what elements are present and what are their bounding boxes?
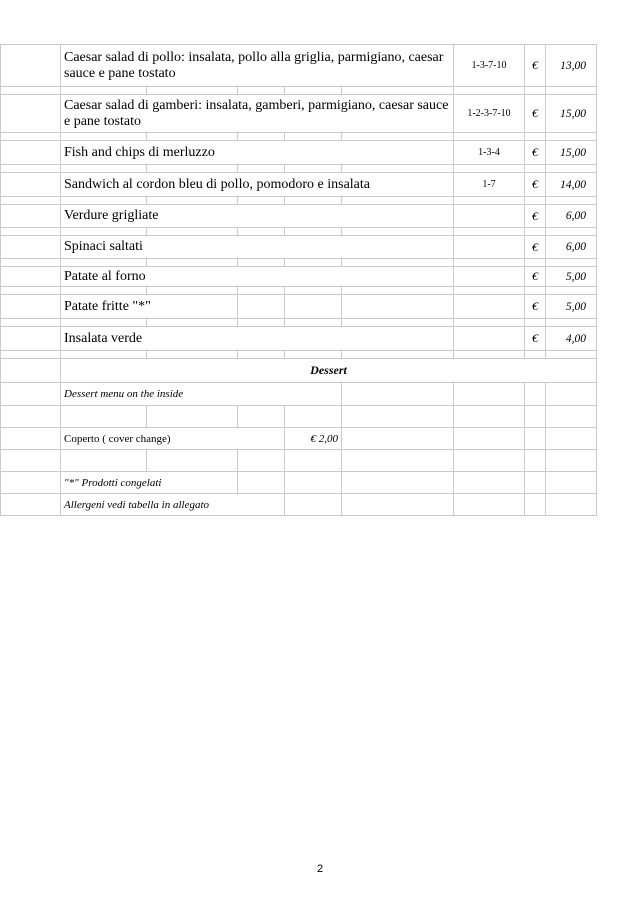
spacer-row: [1, 319, 597, 327]
allergen-codes: 1-7: [454, 173, 525, 197]
allergen-codes: 1-3-7-10: [454, 45, 525, 87]
menu-row: [1, 173, 597, 197]
dish-price: 5,00: [546, 267, 597, 287]
allergen-codes: [454, 327, 525, 351]
footnote-row: [1, 472, 597, 494]
allergen-codes: [454, 295, 525, 319]
currency-symbol: €: [525, 95, 546, 133]
currency-symbol: €: [525, 327, 546, 351]
menu-row: [1, 95, 597, 133]
dessert-note-row: [1, 383, 597, 406]
currency-symbol: €: [525, 205, 546, 228]
currency-symbol: €: [525, 267, 546, 287]
footnote-row: [1, 494, 597, 516]
dish-name: Sandwich al cordon bleu di pollo, pomodoro e insalata: [61, 173, 454, 197]
dish-price: 13,00: [546, 45, 597, 87]
spacer-row: [1, 287, 597, 295]
menu-table: [0, 44, 597, 516]
dish-name: Insalata verde: [61, 327, 454, 351]
currency-symbol: €: [525, 295, 546, 319]
spacer-row: [1, 351, 597, 359]
dish-price: 15,00: [546, 141, 597, 165]
spacer-row: [1, 259, 597, 267]
menu-row: [1, 141, 597, 165]
dessert-note: Dessert menu on the inside: [61, 383, 342, 406]
empty-row: [1, 450, 597, 472]
dish-name: Caesar salad di gamberi: insalata, gamberi, parmigiano, caesar sauce e pane tostato: [61, 95, 454, 133]
dish-price: 14,00: [546, 173, 597, 197]
dish-name: Spinaci saltati: [61, 236, 454, 259]
allergen-codes: [454, 236, 525, 259]
menu-row: [1, 267, 597, 287]
dish-name: Caesar salad di pollo: insalata, pollo alla griglia, parmigiano, caesar sauce e pane tostato: [61, 45, 454, 87]
spacer-row: [1, 228, 597, 236]
dish-name: Patate al forno: [61, 267, 454, 287]
allergen-codes: [454, 267, 525, 287]
dish-price: 4,00: [546, 327, 597, 351]
page-number: 2: [316, 863, 324, 875]
frozen-note: "*" Prodotti congelati: [61, 472, 238, 494]
menu-row: [1, 236, 597, 259]
dish-price: 5,00: [546, 295, 597, 319]
dish-price: 15,00: [546, 95, 597, 133]
spacer-row: [1, 165, 597, 173]
dish-name: Patate fritte "*": [61, 295, 238, 319]
dish-price: 6,00: [546, 205, 597, 228]
menu-page: [0, 44, 596, 516]
menu-row: [1, 205, 597, 228]
cover-charge-row: [1, 428, 597, 450]
allergen-codes: 1-3-4: [454, 141, 525, 165]
allergen-codes: 1-2-3-7-10: [454, 95, 525, 133]
empty-row: [1, 406, 597, 428]
allergen-codes: [454, 205, 525, 228]
menu-row: [1, 295, 597, 319]
currency-symbol: €: [525, 141, 546, 165]
dish-name: Fish and chips di merluzzo: [61, 141, 454, 165]
section-header-row: [1, 359, 597, 383]
dish-name: Verdure grigliate: [61, 205, 454, 228]
section-title: Dessert: [61, 359, 597, 383]
cover-charge-label: Coperto ( cover change): [61, 428, 285, 450]
currency-symbol: €: [525, 45, 546, 87]
cover-charge-price: € 2,00: [285, 428, 342, 450]
allergens-note: Allergeni vedi tabella in allegato: [61, 494, 285, 516]
spacer-row: [1, 197, 597, 205]
dish-price: 6,00: [546, 236, 597, 259]
menu-row: [1, 327, 597, 351]
spacer-row: [1, 133, 597, 141]
menu-row: [1, 45, 597, 87]
currency-symbol: €: [525, 173, 546, 197]
spacer-row: [1, 87, 597, 95]
currency-symbol: €: [525, 236, 546, 259]
